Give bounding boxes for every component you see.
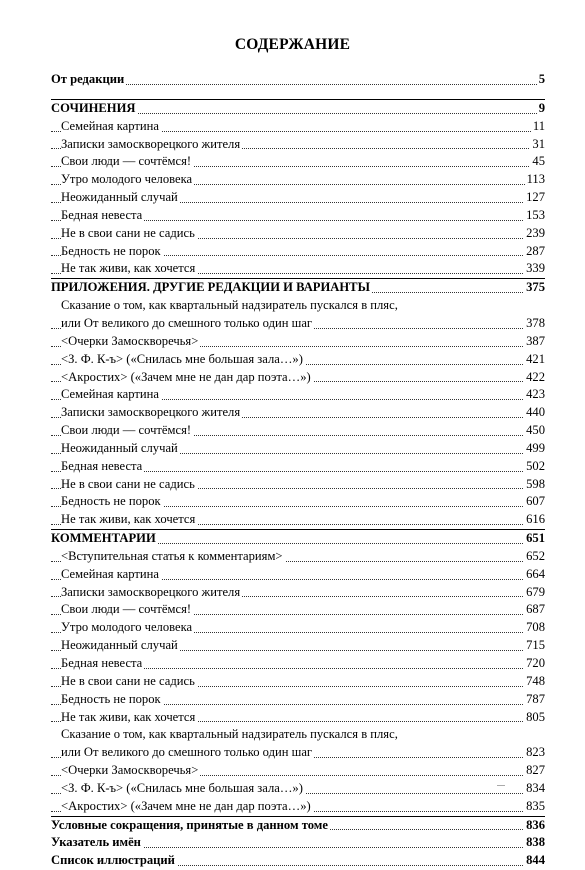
toc-page-number: 339 <box>524 260 545 278</box>
toc-page-number: 715 <box>524 637 545 655</box>
toc-entry-title: Список иллюстраций <box>51 853 175 868</box>
toc-entry-title: Записки замоскворецкого жителя <box>61 584 241 599</box>
toc-page-number: 720 <box>524 655 545 673</box>
toc-page-number: 11 <box>531 118 545 136</box>
toc-entry-title: <Вступительная статья к комментариям> <box>61 548 283 563</box>
toc-entry-title: Утро молодого человека <box>61 620 193 635</box>
toc-entry <box>51 493 545 511</box>
toc-section-entry <box>51 100 545 118</box>
toc-page-number: 664 <box>524 566 545 584</box>
toc-entry-title: Не в свои сани не садись <box>61 673 195 688</box>
toc-entry-title: <Очерки Замоскворечья> <box>61 333 199 348</box>
toc-entry <box>51 440 545 458</box>
toc-page-number: 502 <box>524 458 545 476</box>
toc-page-number: 239 <box>524 225 545 243</box>
toc-entry <box>51 601 545 619</box>
toc-entry <box>51 225 545 243</box>
section-gap <box>51 89 545 99</box>
toc-page-number: 45 <box>530 153 545 171</box>
toc-entry <box>51 566 545 584</box>
toc-entry-title: Не так живи, как хочется <box>61 512 196 527</box>
toc-page-number: 838 <box>524 834 545 852</box>
toc-entry-title: Не в свои сани не садись <box>61 476 195 491</box>
toc-page-number: 834 <box>524 780 545 798</box>
toc-page-number: 607 <box>524 493 545 511</box>
toc-entry-title: Бедность не порок <box>61 494 161 509</box>
toc-entry <box>51 548 545 566</box>
toc-entry-title: <Акростих> («Зачем мне не дан дар поэта…») <box>61 369 311 384</box>
toc-entry-title: Условные сокращения, принятые в данном томе <box>51 817 328 832</box>
toc-entry-title: Бедная невеста <box>61 207 143 222</box>
toc-page-number: 375 <box>524 279 545 297</box>
table-of-contents <box>51 71 545 870</box>
toc-entry <box>51 386 545 404</box>
toc-page-number: 598 <box>524 476 545 494</box>
toc-entry <box>51 780 545 798</box>
toc-page-number: 652 <box>524 548 545 566</box>
toc-entry-title: <Акростих> («Зачем мне не дан дар поэта…») <box>61 798 311 813</box>
toc-section-entry <box>51 71 545 89</box>
toc-page-number: 805 <box>524 709 545 727</box>
toc-entry-title: или От великого до смешного только один шаг <box>61 745 313 760</box>
toc-entry <box>51 297 545 315</box>
toc-entry-title: <З. Ф. К-ъ> («Снилась мне большая зала…») <box>61 351 303 366</box>
toc-entry <box>51 619 545 637</box>
toc-page-number: 31 <box>530 136 545 154</box>
toc-entry-title: КОММЕНТАРИИ <box>51 531 156 546</box>
toc-page-number: 787 <box>524 691 545 709</box>
toc-page-number: 679 <box>524 584 545 602</box>
toc-entry-title: Семейная картина <box>61 387 159 402</box>
toc-entry <box>51 691 545 709</box>
toc-entry <box>51 333 545 351</box>
toc-page-number: 844 <box>524 852 545 870</box>
toc-entry-title: Свои люди — сочтёмся! <box>61 602 192 617</box>
toc-entry <box>51 458 545 476</box>
toc-page-number: 422 <box>524 369 545 387</box>
toc-entry-title: От редакции <box>51 72 125 86</box>
toc-entry <box>51 189 545 207</box>
toc-entry-title: Не так живи, как хочется <box>61 709 196 724</box>
toc-entry <box>51 369 545 387</box>
toc-entry-title: Свои люди — сочтёмся! <box>61 423 192 438</box>
toc-page-number: 450 <box>524 422 545 440</box>
toc-entry <box>51 709 545 727</box>
toc-entry <box>51 798 545 816</box>
toc-entry-title: Записки замоскворецкого жителя <box>61 405 241 420</box>
toc-entry <box>51 136 545 154</box>
toc-entry <box>51 260 545 278</box>
toc-page-number: 827 <box>524 762 545 780</box>
toc-entry <box>51 655 545 673</box>
toc-entry <box>51 207 545 225</box>
toc-section-entry <box>51 817 545 835</box>
toc-page-number: 387 <box>524 333 545 351</box>
toc-entry <box>51 118 545 136</box>
toc-entry <box>51 404 545 422</box>
toc-entry-title: <З. Ф. К-ъ> («Снилась мне большая зала…») <box>61 780 303 795</box>
toc-page-number: 287 <box>524 243 545 261</box>
toc-entry-title: Указатель имён <box>51 835 141 850</box>
toc-entry-title: Не в свои сани не садись <box>61 225 195 240</box>
toc-entry <box>51 243 545 261</box>
page-mark <box>497 785 505 788</box>
toc-entry <box>51 762 545 780</box>
toc-entry-title: Записки замоскворецкого жителя <box>61 136 241 151</box>
toc-page-number: 616 <box>524 511 545 529</box>
toc-page-number: 153 <box>524 207 545 225</box>
toc-entry <box>51 476 545 494</box>
toc-page-number: 687 <box>524 601 545 619</box>
toc-entry <box>51 315 545 333</box>
toc-entry-title: Семейная картина <box>61 566 159 581</box>
toc-section-entry <box>51 530 545 548</box>
toc-page-number: 748 <box>524 673 545 691</box>
toc-entry <box>51 422 545 440</box>
toc-page-number: 708 <box>524 619 545 637</box>
toc-entry-title: Сказание о том, как квартальный надзиратель пускался в пляс, <box>61 298 398 313</box>
toc-entry-title: Неожиданный случай <box>61 638 178 653</box>
toc-entry-title: Свои люди — сочтёмся! <box>61 154 192 169</box>
toc-page-number: 835 <box>524 798 545 816</box>
toc-entry <box>51 744 545 762</box>
toc-page-number: 113 <box>525 171 545 189</box>
toc-page-number: 440 <box>524 404 545 422</box>
toc-entry-title: Сказание о том, как квартальный надзиратель пускался в пляс, <box>61 727 398 742</box>
toc-entry <box>51 673 545 691</box>
toc-entry-title: Бедность не порок <box>61 691 161 706</box>
toc-page-number: 836 <box>524 817 545 835</box>
toc-entry-title: Неожиданный случай <box>61 190 178 205</box>
toc-entry-title: Утро молодого человека <box>61 172 193 187</box>
toc-entry <box>51 511 545 529</box>
toc-page-number: 127 <box>524 189 545 207</box>
toc-page-number: 423 <box>524 386 545 404</box>
toc-entry-title: СОЧИНЕНИЯ <box>51 100 136 115</box>
toc-entry <box>51 171 545 189</box>
toc-entry-title: Не так живи, как хочется <box>61 261 196 276</box>
toc-entry-title: Бедность не порок <box>61 243 161 258</box>
toc-page-number: 651 <box>524 530 545 548</box>
toc-entry <box>51 153 545 171</box>
toc-entry-title: Бедная невеста <box>61 656 143 670</box>
toc-entry <box>51 637 545 655</box>
toc-entry-title: Семейная картина <box>61 118 159 133</box>
toc-page-number: 421 <box>524 351 545 369</box>
toc-entry <box>51 726 545 744</box>
toc-page-number: 9 <box>537 100 545 118</box>
toc-section-entry <box>51 279 545 297</box>
toc-entry-title: или От великого до смешного только один шаг <box>61 315 313 330</box>
toc-entry <box>51 351 545 369</box>
toc-page-number: 5 <box>537 71 545 89</box>
toc-entry-title: Неожиданный случай <box>61 440 178 455</box>
toc-page-number: 378 <box>524 315 545 333</box>
toc-section-entry <box>51 834 545 852</box>
toc-page-number: 499 <box>524 440 545 458</box>
toc-entry-title: ПРИЛОЖЕНИЯ. ДРУГИЕ РЕДАКЦИИ И ВАРИАНТЫ <box>51 280 370 295</box>
toc-entry-title: Бедная невеста <box>61 458 143 473</box>
toc-entry <box>51 584 545 602</box>
toc-entry-title: <Очерки Замоскворечья> <box>61 763 199 778</box>
page-title: СОДЕРЖАНИЕ <box>234 36 351 53</box>
toc-page-number: 823 <box>524 744 545 762</box>
toc-section-entry <box>51 852 545 870</box>
